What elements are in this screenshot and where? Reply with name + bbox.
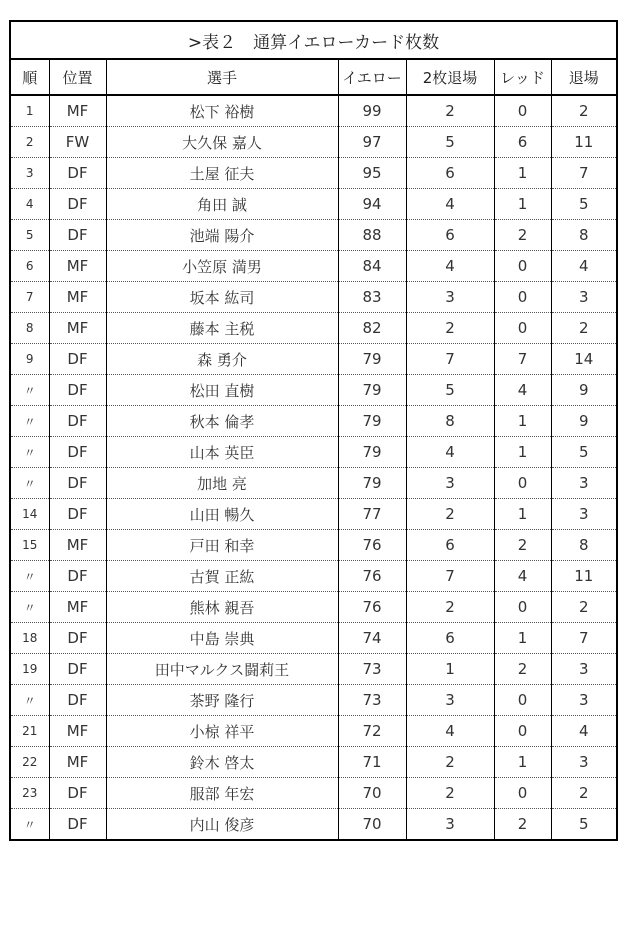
player-name-cell: 田中マルクス闘莉王 (106, 654, 338, 685)
red-cell: 6 (494, 127, 551, 158)
player-name-cell: 坂本 紘司 (106, 282, 338, 313)
double-yellow-cell: 3 (406, 282, 494, 313)
position-cell: MF (49, 282, 106, 313)
rank-cell: 22 (10, 747, 49, 778)
red-cell: 0 (494, 468, 551, 499)
player-name-cell: 大久保 嘉人 (106, 127, 338, 158)
position-cell: MF (49, 251, 106, 282)
yellow-cell: 83 (338, 282, 406, 313)
yellow-cell: 97 (338, 127, 406, 158)
red-cell: 7 (494, 344, 551, 375)
double-yellow-cell: 3 (406, 809, 494, 841)
table-row (10, 95, 617, 127)
rank-cell: 18 (10, 623, 49, 654)
ejections-cell: 3 (551, 685, 617, 716)
ejections-cell: 8 (551, 530, 617, 561)
position-cell: DF (49, 778, 106, 809)
red-cell: 2 (494, 654, 551, 685)
rank-cell: 5 (10, 220, 49, 251)
ejections-cell: 9 (551, 406, 617, 437)
red-cell: 0 (494, 716, 551, 747)
player-name-cell: 古賀 正紘 (106, 561, 338, 592)
player-name-cell: 中島 崇典 (106, 623, 338, 654)
double-yellow-cell: 8 (406, 406, 494, 437)
position-cell: MF (49, 747, 106, 778)
position-cell: DF (49, 437, 106, 468)
position-cell: DF (49, 406, 106, 437)
ejections-cell: 5 (551, 437, 617, 468)
yellow-cell: 94 (338, 189, 406, 220)
ejections-cell: 4 (551, 716, 617, 747)
ejections-cell: 11 (551, 127, 617, 158)
position-cell: DF (49, 158, 106, 189)
player-name-cell: 土屋 征夫 (106, 158, 338, 189)
position-cell: DF (49, 561, 106, 592)
player-name-cell: 藤本 主税 (106, 313, 338, 344)
player-name-cell: 鈴木 啓太 (106, 747, 338, 778)
yellow-cell: 71 (338, 747, 406, 778)
table-row (10, 282, 617, 313)
ejections-cell: 3 (551, 468, 617, 499)
position-cell: DF (49, 499, 106, 530)
yellow-cell: 79 (338, 344, 406, 375)
player-name-cell: 山田 暢久 (106, 499, 338, 530)
ejections-cell: 4 (551, 251, 617, 282)
yellow-cell: 77 (338, 499, 406, 530)
red-cell: 4 (494, 561, 551, 592)
table-row (10, 809, 617, 841)
header-double-yellow: 2枚退場 (406, 59, 494, 95)
table-row (10, 778, 617, 809)
rank-cell: 7 (10, 282, 49, 313)
table-row (10, 623, 617, 654)
ejections-cell: 3 (551, 654, 617, 685)
table-row (10, 220, 617, 251)
double-yellow-cell: 2 (406, 592, 494, 623)
rank-cell: 〃 (10, 468, 49, 499)
ejections-cell: 9 (551, 375, 617, 406)
table-row (10, 251, 617, 282)
position-cell: MF (49, 592, 106, 623)
ejections-cell: 11 (551, 561, 617, 592)
ejections-cell: 3 (551, 747, 617, 778)
ejections-cell: 3 (551, 499, 617, 530)
yellow-cell: 88 (338, 220, 406, 251)
table-body (10, 95, 617, 840)
double-yellow-cell: 2 (406, 499, 494, 530)
player-name-cell: 池端 陽介 (106, 220, 338, 251)
position-cell: DF (49, 220, 106, 251)
ejections-cell: 3 (551, 282, 617, 313)
header-rank: 順 (10, 59, 49, 95)
red-cell: 1 (494, 406, 551, 437)
position-cell: DF (49, 809, 106, 841)
rank-cell: 〃 (10, 685, 49, 716)
rank-cell: 〃 (10, 592, 49, 623)
player-name-cell: 秋本 倫孝 (106, 406, 338, 437)
player-name-cell: 戸田 和幸 (106, 530, 338, 561)
position-cell: DF (49, 654, 106, 685)
player-name-cell: 内山 俊彦 (106, 809, 338, 841)
double-yellow-cell: 2 (406, 747, 494, 778)
table-row (10, 561, 617, 592)
table-row (10, 158, 617, 189)
double-yellow-cell: 6 (406, 158, 494, 189)
rank-cell: 4 (10, 189, 49, 220)
rank-cell: 〃 (10, 437, 49, 468)
rank-cell: 〃 (10, 375, 49, 406)
double-yellow-cell: 1 (406, 654, 494, 685)
table-row (10, 468, 617, 499)
yellow-cell: 82 (338, 313, 406, 344)
player-name-cell: 服部 年宏 (106, 778, 338, 809)
table-row (10, 592, 617, 623)
player-name-cell: 加地 亮 (106, 468, 338, 499)
yellow-cell: 84 (338, 251, 406, 282)
table-row (10, 499, 617, 530)
double-yellow-cell: 5 (406, 375, 494, 406)
red-cell: 2 (494, 220, 551, 251)
red-cell: 0 (494, 313, 551, 344)
rank-cell: 〃 (23, 817, 36, 832)
yellow-cell: 70 (338, 778, 406, 809)
header-position: 位置 (49, 59, 106, 95)
table-row (10, 747, 617, 778)
red-cell: 0 (494, 282, 551, 313)
yellow-cell: 79 (338, 406, 406, 437)
player-name-cell: 小笠原 満男 (106, 251, 338, 282)
rank-cell: 3 (10, 158, 49, 189)
ejections-cell: 5 (551, 809, 617, 841)
ejections-cell: 2 (551, 592, 617, 623)
ejections-cell: 7 (551, 158, 617, 189)
rank-cell: 〃 (10, 561, 49, 592)
yellow-cell: 76 (338, 530, 406, 561)
yellow-cell: 79 (338, 468, 406, 499)
rank-cell: 21 (10, 716, 49, 747)
yellow-cell: 99 (338, 95, 406, 127)
table-row (10, 127, 617, 158)
position-cell: DF (49, 685, 106, 716)
double-yellow-cell: 3 (406, 685, 494, 716)
double-yellow-cell: 4 (406, 189, 494, 220)
rank-cell: 1 (10, 95, 49, 127)
table-title: >表２ 通算イエローカード枚数 (10, 21, 617, 59)
double-yellow-cell: 6 (406, 220, 494, 251)
red-cell: 2 (494, 530, 551, 561)
position-cell: MF (49, 95, 106, 127)
double-yellow-cell: 3 (406, 468, 494, 499)
ejections-cell: 5 (551, 189, 617, 220)
position-cell: DF (49, 375, 106, 406)
red-cell: 0 (494, 95, 551, 127)
yellow-cell: 70 (338, 809, 406, 841)
ejections-cell: 2 (551, 778, 617, 809)
yellow-cell: 76 (338, 561, 406, 592)
red-cell: 2 (494, 809, 551, 841)
ejections-cell: 14 (551, 344, 617, 375)
position-cell: DF (49, 344, 106, 375)
red-cell: 1 (494, 747, 551, 778)
rank-cell: 14 (10, 499, 49, 530)
position-cell: DF (49, 623, 106, 654)
header-player: 選手 (106, 59, 338, 95)
table-row (10, 189, 617, 220)
red-cell: 1 (494, 189, 551, 220)
rank-cell: 〃 (10, 406, 49, 437)
double-yellow-cell: 2 (406, 778, 494, 809)
rank-cell: 19 (10, 654, 49, 685)
rank-cell: 8 (10, 313, 49, 344)
double-yellow-cell: 5 (406, 127, 494, 158)
player-name-cell: 松田 直樹 (106, 375, 338, 406)
table-row (10, 654, 617, 685)
player-name-cell: 森 勇介 (106, 344, 338, 375)
yellow-cell: 79 (338, 375, 406, 406)
header-row (10, 59, 617, 95)
rank-cell: 2 (10, 127, 49, 158)
table-row (10, 437, 617, 468)
rank-cell: 9 (10, 344, 49, 375)
red-cell: 0 (494, 251, 551, 282)
red-cell: 1 (494, 623, 551, 654)
table-row (10, 530, 617, 561)
yellow-cell: 73 (338, 654, 406, 685)
player-name-cell: 茶野 隆行 (106, 685, 338, 716)
double-yellow-cell: 6 (406, 530, 494, 561)
table-row (10, 685, 617, 716)
rank-cell: 15 (10, 530, 49, 561)
double-yellow-cell: 6 (406, 623, 494, 654)
yellow-cell: 79 (338, 437, 406, 468)
double-yellow-cell: 7 (406, 561, 494, 592)
ejections-cell: 8 (551, 220, 617, 251)
yellow-cell: 72 (338, 716, 406, 747)
yellow-cell: 95 (338, 158, 406, 189)
position-cell: MF (49, 313, 106, 344)
position-cell: MF (49, 530, 106, 561)
double-yellow-cell: 4 (406, 716, 494, 747)
player-name-cell: 角田 誠 (106, 189, 338, 220)
header-yellow: イエロー (338, 59, 406, 95)
red-cell: 4 (494, 375, 551, 406)
yellow-card-table (9, 20, 618, 841)
yellow-cell: 74 (338, 623, 406, 654)
player-name-cell: 松下 裕樹 (106, 95, 338, 127)
double-yellow-cell: 2 (406, 95, 494, 127)
red-cell: 1 (494, 499, 551, 530)
position-cell: FW (49, 127, 106, 158)
red-cell: 1 (494, 437, 551, 468)
header-ejections: 退場 (551, 59, 617, 95)
ejections-cell: 7 (551, 623, 617, 654)
yellow-cell: 73 (338, 685, 406, 716)
rank-cell: 6 (10, 251, 49, 282)
double-yellow-cell: 2 (406, 313, 494, 344)
rank-cell: 23 (10, 778, 49, 809)
header-red: レッド (494, 59, 551, 95)
double-yellow-cell: 4 (406, 251, 494, 282)
table-row (10, 375, 617, 406)
position-cell: DF (49, 468, 106, 499)
double-yellow-cell: 7 (406, 344, 494, 375)
table-row (10, 313, 617, 344)
table-row (10, 406, 617, 437)
red-cell: 0 (494, 685, 551, 716)
red-cell: 0 (494, 592, 551, 623)
position-cell: MF (49, 716, 106, 747)
ejections-cell: 2 (551, 95, 617, 127)
position-cell: DF (49, 189, 106, 220)
red-cell: 1 (494, 158, 551, 189)
player-name-cell: 山本 英臣 (106, 437, 338, 468)
double-yellow-cell: 4 (406, 437, 494, 468)
player-name-cell: 小椋 祥平 (106, 716, 338, 747)
player-name-cell: 熊林 親吾 (106, 592, 338, 623)
table-row (10, 716, 617, 747)
ejections-cell: 2 (551, 313, 617, 344)
yellow-cell: 76 (338, 592, 406, 623)
red-cell: 0 (494, 778, 551, 809)
table-row (10, 344, 617, 375)
